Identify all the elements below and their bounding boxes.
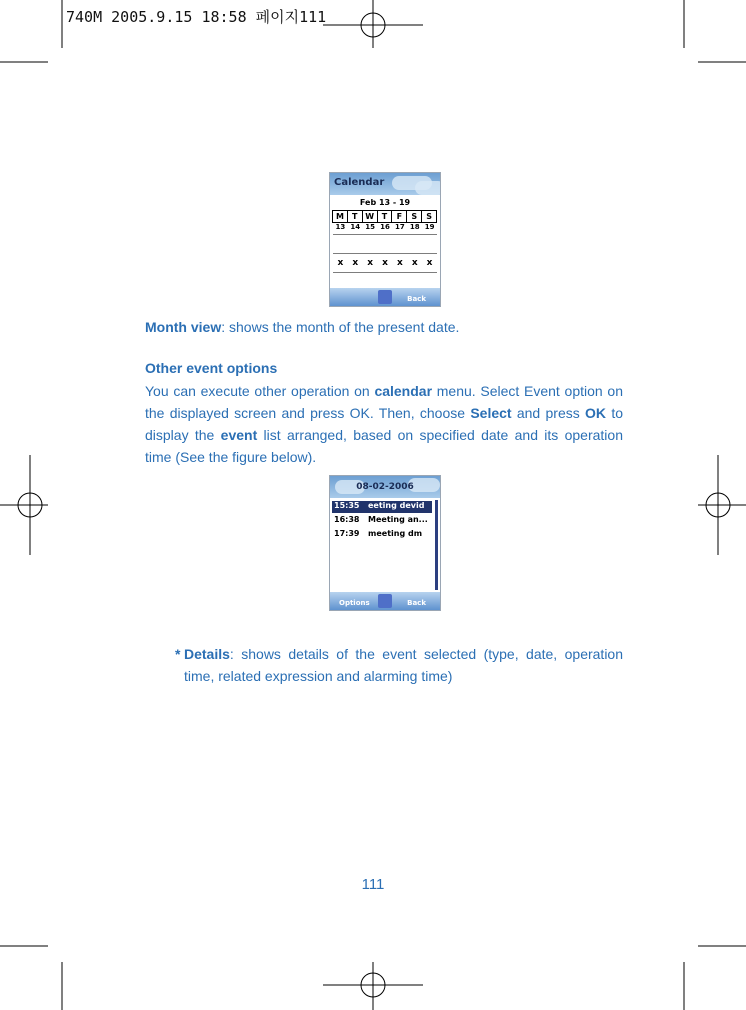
date-cell[interactable]: 15 xyxy=(365,223,376,231)
details-text-block xyxy=(184,643,623,687)
text-span: menu. Select Event option on the displayed screen and press OK. Then, choose xyxy=(145,383,623,421)
event-mark: x xyxy=(396,258,403,268)
event-marks-row xyxy=(333,258,437,268)
text-span: and press xyxy=(511,405,586,421)
other-options-paragraph xyxy=(145,380,623,468)
event-mark: x xyxy=(352,258,359,268)
date-cell[interactable]: 13 xyxy=(335,223,346,231)
calendar-screenshot xyxy=(329,172,441,307)
event-list-screenshot xyxy=(329,475,441,611)
event-term: event xyxy=(220,427,258,443)
weekday-header xyxy=(333,210,437,223)
weekday: W xyxy=(362,210,378,223)
date-cell[interactable]: 16 xyxy=(380,223,390,231)
month-view-paragraph xyxy=(145,316,623,338)
back-softkey[interactable]: Back xyxy=(407,599,426,607)
event-row-selected[interactable] xyxy=(332,501,432,513)
event-name: eeting devid xyxy=(368,501,425,510)
text-span: to display the xyxy=(145,405,623,443)
dates-row xyxy=(333,223,437,231)
weekday: F xyxy=(391,210,407,223)
event-row[interactable] xyxy=(332,515,432,527)
back-softkey[interactable]: Back xyxy=(407,295,426,303)
details-term: Details xyxy=(184,646,230,662)
page-number: 111 xyxy=(361,876,385,893)
event-date-title: 08-02-2006 xyxy=(356,482,414,492)
center-key-icon[interactable] xyxy=(378,290,392,304)
date-cell[interactable]: 19 xyxy=(424,223,435,231)
event-mark: x xyxy=(382,258,388,268)
other-options-heading: Other event options xyxy=(145,360,278,376)
week-range: Feb 13 - 19 xyxy=(359,198,411,207)
event-name: meeting dm xyxy=(368,529,423,538)
event-mark: x xyxy=(367,258,374,268)
text-span: list arranged, based on specified date and its operation time (See the figure below). xyxy=(145,427,623,465)
calendar-title: Calendar xyxy=(334,177,385,188)
weekday: S xyxy=(421,210,437,223)
event-row[interactable] xyxy=(332,529,432,541)
bullet-star: * xyxy=(175,646,181,662)
divider xyxy=(333,234,437,235)
weekday: T xyxy=(347,210,363,223)
weekday: S xyxy=(406,210,422,223)
scrollbar[interactable] xyxy=(435,500,438,590)
text-span: You can execute other operation on xyxy=(145,383,375,399)
calendar-term: calendar xyxy=(374,383,433,399)
print-header-stamp: 740M 2005.9.15 18:58 페이지111 xyxy=(66,8,327,26)
select-term: Select xyxy=(470,405,512,421)
weekday: M xyxy=(332,210,348,223)
ok-term: OK xyxy=(585,405,607,421)
month-view-term: Month view xyxy=(145,319,222,335)
event-time: 15:35 xyxy=(334,501,360,510)
event-time: 17:39 xyxy=(334,529,360,538)
weekday: T xyxy=(377,210,393,223)
date-cell[interactable]: 14 xyxy=(350,223,361,231)
options-softkey[interactable]: Options xyxy=(339,599,370,607)
event-time: 16:38 xyxy=(334,515,360,524)
details-bullet xyxy=(175,643,623,687)
event-mark: x xyxy=(337,258,344,268)
date-cell[interactable]: 17 xyxy=(394,223,405,231)
date-cell[interactable]: 18 xyxy=(409,223,420,231)
event-mark: x xyxy=(426,258,433,268)
divider xyxy=(333,253,437,254)
softkey-bar xyxy=(330,592,440,610)
divider xyxy=(333,272,437,273)
softkey-bar xyxy=(330,288,440,306)
event-name: Meeting an... xyxy=(368,515,428,524)
month-view-text: : shows the month of the present date. xyxy=(221,319,460,335)
center-key-icon[interactable] xyxy=(378,594,392,608)
details-text: : shows details of the event selected (type, date, operation time, related expression and alarming time) xyxy=(184,646,623,684)
event-mark: x xyxy=(411,258,418,268)
